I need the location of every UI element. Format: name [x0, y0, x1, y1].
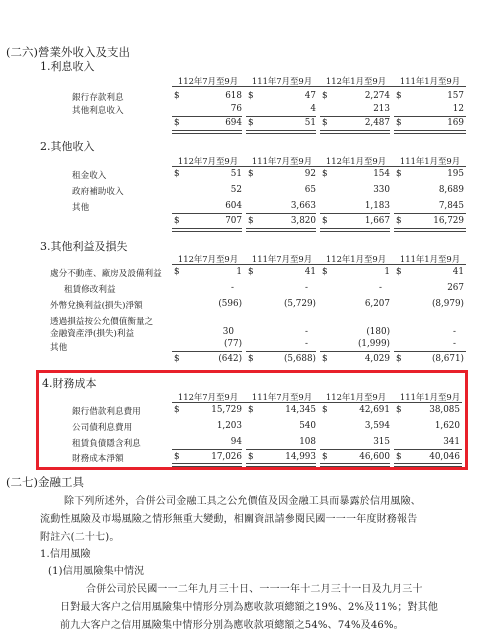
- cell: 65: [304, 185, 316, 195]
- cell: 341: [443, 437, 460, 447]
- cell: 12: [452, 104, 464, 114]
- cell: 213: [373, 104, 390, 114]
- currency-sign: $: [248, 118, 254, 128]
- total-cell: 3,820: [290, 216, 316, 226]
- currency-sign: $: [174, 91, 180, 101]
- row-label: 外幣兌換利益(損失)淨額: [50, 301, 143, 311]
- total-cell: 46,600: [359, 452, 390, 462]
- total-cell: (642): [218, 354, 242, 364]
- currency-sign: $: [396, 169, 402, 179]
- currency-sign: $: [174, 354, 180, 364]
- paragraph-line: 前九大客户之信用風險集中情形分別為應收款項總額之54%、74%及46%。: [60, 620, 404, 631]
- cell: 47: [304, 91, 316, 101]
- total-cell: 169: [447, 118, 464, 128]
- paragraph-line: 流動性風險及市場風險之情形無重大變動，相關資訊請參閱民國一一一年度財務報告: [40, 514, 418, 525]
- currency-sign: $: [322, 169, 328, 179]
- total-cell: (5,688): [283, 354, 316, 364]
- currency-sign: $: [396, 216, 402, 226]
- cell: 41: [304, 267, 316, 277]
- cell: 108: [299, 437, 316, 447]
- cell: 51: [230, 169, 242, 179]
- currency-sign: $: [322, 452, 328, 462]
- cell: (8,979): [431, 299, 464, 309]
- cell: -: [231, 283, 234, 293]
- cell: -: [305, 339, 308, 349]
- currency-sign: $: [174, 405, 180, 415]
- row-label: 其他: [50, 343, 68, 353]
- cell: 267: [447, 283, 464, 293]
- credit-risk-title: 1.信用風險: [40, 549, 91, 560]
- currency-sign: $: [322, 91, 328, 101]
- row-label: 其他利息收入: [72, 106, 124, 116]
- row-label: 政府補助收入: [72, 187, 124, 197]
- total-cell: 17,026: [211, 452, 242, 462]
- row-label: 金融資產淨(損失)利益: [50, 329, 135, 339]
- total-cell: 4,029: [364, 354, 390, 364]
- total-cell: 40,046: [429, 452, 460, 462]
- total-cell: (8,671): [431, 354, 464, 364]
- period-header: 111年7月至9月: [251, 76, 313, 86]
- currency-sign: $: [248, 267, 254, 277]
- period-header: 111年1月至9月: [399, 76, 461, 86]
- cell: -: [305, 327, 308, 337]
- row-label: 財務成本淨額: [72, 454, 124, 464]
- period-header: 112年1月至9月: [325, 392, 387, 402]
- currency-sign: $: [322, 354, 328, 364]
- period-header: 112年7月至9月: [177, 254, 239, 264]
- total-cell: 707: [225, 216, 242, 226]
- cell: (77): [223, 339, 242, 349]
- cell: 1,183: [364, 201, 390, 211]
- other-gains-losses-title: 3.其他利益及損失: [40, 240, 128, 253]
- cell: 38,085: [429, 405, 460, 415]
- period-header: 111年1月至9月: [399, 392, 461, 402]
- currency-sign: $: [174, 452, 180, 462]
- currency-sign: $: [322, 405, 328, 415]
- currency-sign: $: [396, 118, 402, 128]
- currency-sign: $: [322, 216, 328, 226]
- row-label: 租賃負債隱含利息: [72, 439, 141, 449]
- credit-concentration-title: (1)信用風險集中情況: [48, 566, 145, 577]
- cell: 15,729: [211, 405, 242, 415]
- section-header-27: (二七)金融工具: [6, 475, 84, 489]
- period-header: 112年1月至9月: [325, 76, 387, 86]
- total-cell: 694: [225, 118, 242, 128]
- period-header: 112年7月至9月: [177, 76, 239, 86]
- cell: 195: [447, 169, 464, 179]
- cell: 14,345: [285, 405, 316, 415]
- period-header: 112年7月至9月: [177, 392, 239, 402]
- paragraph-line: 除下列所述外，合併公司金融工具之公允價值及因金融工具而暴露於信用風險、: [64, 496, 421, 507]
- period-header: 111年1月至9月: [399, 254, 461, 264]
- currency-sign: $: [248, 405, 254, 415]
- period-header: 111年1月至9月: [399, 156, 461, 166]
- cell: 42,691: [359, 405, 390, 415]
- cell: (1,999): [357, 339, 390, 349]
- total-cell: 1,667: [364, 216, 390, 226]
- finance-costs-title: 4.財務成本: [42, 377, 97, 390]
- cell: 30: [222, 327, 234, 337]
- currency-sign: $: [174, 216, 180, 226]
- cell: 540: [299, 421, 316, 431]
- row-label: 租賃修改利益: [64, 285, 116, 295]
- total-cell: 16,729: [433, 216, 464, 226]
- cell: 76: [230, 104, 242, 114]
- cell: 618: [225, 91, 242, 101]
- period-header: 111年7月至9月: [251, 254, 313, 264]
- cell: 6,207: [364, 299, 390, 309]
- cell: 41: [452, 267, 464, 277]
- currency-sign: $: [396, 267, 402, 277]
- currency-sign: $: [322, 118, 328, 128]
- paragraph-line: 合併公司於民國一一二年九月三十日、一一一年十二月三十一日及九月三十: [86, 584, 423, 595]
- paragraph-line: 附註六(二十七)。: [40, 532, 120, 543]
- row-label: 銀行存款利息: [72, 93, 124, 103]
- cell: 1: [384, 267, 390, 277]
- cell: 1,620: [434, 421, 460, 431]
- period-header: 112年1月至9月: [325, 156, 387, 166]
- total-cell: 2,487: [364, 118, 390, 128]
- cell: 4: [310, 104, 316, 114]
- row-label: 處分不動產、廠房及設備利益: [50, 269, 162, 279]
- period-header: 111年7月至9月: [251, 156, 313, 166]
- cell: 3,594: [364, 421, 390, 431]
- cell: 330: [373, 185, 390, 195]
- period-header: 112年1月至9月: [325, 254, 387, 264]
- other-income-title: 2.其他收入: [40, 140, 95, 153]
- currency-sign: $: [248, 169, 254, 179]
- cell: -: [379, 283, 382, 293]
- cell: (5,729): [283, 299, 316, 309]
- cell: 8,689: [438, 185, 464, 195]
- period-header: 111年7月至9月: [251, 392, 313, 402]
- section-header-26: (二六)營業外收入及支出: [6, 45, 130, 59]
- paragraph-line: 日對最大客户之信用風險集中情形分別為應收款項總額之19%、2%及11%；對其他: [60, 602, 439, 613]
- currency-sign: $: [248, 452, 254, 462]
- cell: 157: [447, 91, 464, 101]
- cell: 94: [230, 437, 242, 447]
- cell: 52: [230, 185, 242, 195]
- currency-sign: $: [396, 91, 402, 101]
- cell: 1,203: [216, 421, 242, 431]
- currency-sign: $: [396, 405, 402, 415]
- total-cell: 14,993: [285, 452, 316, 462]
- cell: 154: [373, 169, 390, 179]
- cell: 7,845: [438, 201, 464, 211]
- row-label: 透過損益按公允價值衡量之: [50, 317, 154, 327]
- cell: (596): [218, 299, 242, 309]
- currency-sign: $: [174, 118, 180, 128]
- cell: 2,274: [364, 91, 390, 101]
- currency-sign: $: [248, 216, 254, 226]
- currency-sign: $: [174, 169, 180, 179]
- interest-income-title: 1.利息收入: [40, 60, 95, 73]
- cell: (180): [366, 327, 390, 337]
- cell: 315: [373, 437, 390, 447]
- row-label: 租金收入: [72, 171, 107, 181]
- period-header: 112年7月至9月: [177, 156, 239, 166]
- cell: 92: [304, 169, 316, 179]
- currency-sign: $: [322, 267, 328, 277]
- row-label: 銀行借款利息費用: [72, 407, 141, 417]
- cell: 3,663: [290, 201, 316, 211]
- cell: 1: [236, 267, 242, 277]
- currency-sign: $: [174, 267, 180, 277]
- row-label: 其他: [72, 203, 90, 213]
- currency-sign: $: [396, 452, 402, 462]
- row-label: 公司債利息費用: [72, 423, 133, 433]
- cell: -: [453, 339, 456, 349]
- cell: 604: [225, 201, 242, 211]
- cell: -: [305, 283, 308, 293]
- currency-sign: $: [396, 354, 402, 364]
- cell: -: [453, 327, 456, 337]
- currency-sign: $: [248, 354, 254, 364]
- total-cell: 51: [304, 118, 316, 128]
- currency-sign: $: [248, 91, 254, 101]
